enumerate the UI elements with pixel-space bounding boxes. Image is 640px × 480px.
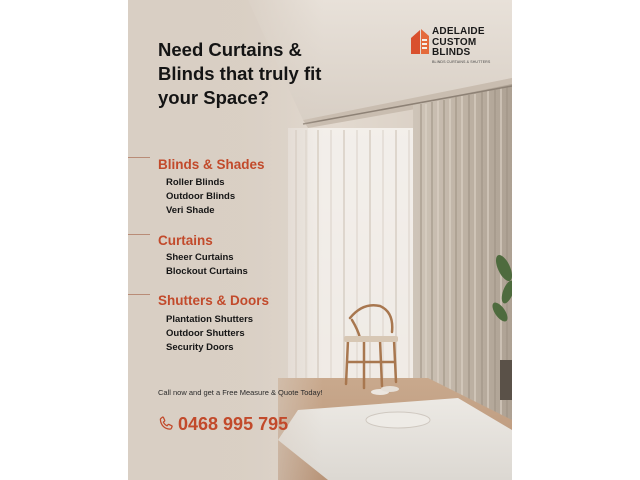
section-divider: [128, 234, 150, 235]
section-title-curtains: Curtains: [158, 233, 213, 248]
section-title-shutters-doors: Shutters & Doors: [158, 293, 270, 308]
section-list-shutters-doors: [166, 313, 253, 355]
list-item: Outdoor Shutters: [166, 328, 245, 339]
section-divider: [128, 157, 150, 158]
section-list-blinds-shades: [166, 176, 235, 218]
brand-name-line-3: BLINDS: [432, 47, 471, 58]
list-item: Veri Shade: [166, 205, 215, 216]
brand-name-line-2: CUSTOM: [432, 36, 477, 48]
phone-number[interactable]: 0468 995 795: [178, 414, 289, 434]
brand-logo: [410, 24, 506, 66]
call-to-action-text: Call now and get a Free Measure & Quote Today!: [158, 388, 323, 397]
brand-name-line-1: ADELAIDE: [432, 26, 485, 37]
phone-icon: [158, 415, 174, 432]
list-item: Security Doors: [166, 342, 234, 353]
brand-house-mark-icon: [410, 26, 430, 56]
section-divider: [128, 294, 150, 295]
section-title-blinds-shades: Blinds & Shades: [158, 157, 265, 172]
brand-tagline: BLINDS CURTAINS & SHUTTERS: [432, 59, 491, 64]
list-item: Blockout Curtains: [166, 266, 248, 277]
headline: Need Curtains & Blinds that truly fit your Space?: [158, 39, 322, 108]
list-item: Roller Blinds: [166, 177, 225, 188]
section-list-curtains: [166, 251, 248, 279]
list-item: Plantation Shutters: [166, 314, 254, 325]
list-item: Sheer Curtains: [166, 252, 234, 263]
list-item: Outdoor Blinds: [166, 191, 236, 202]
advert-poster: [128, 0, 512, 480]
